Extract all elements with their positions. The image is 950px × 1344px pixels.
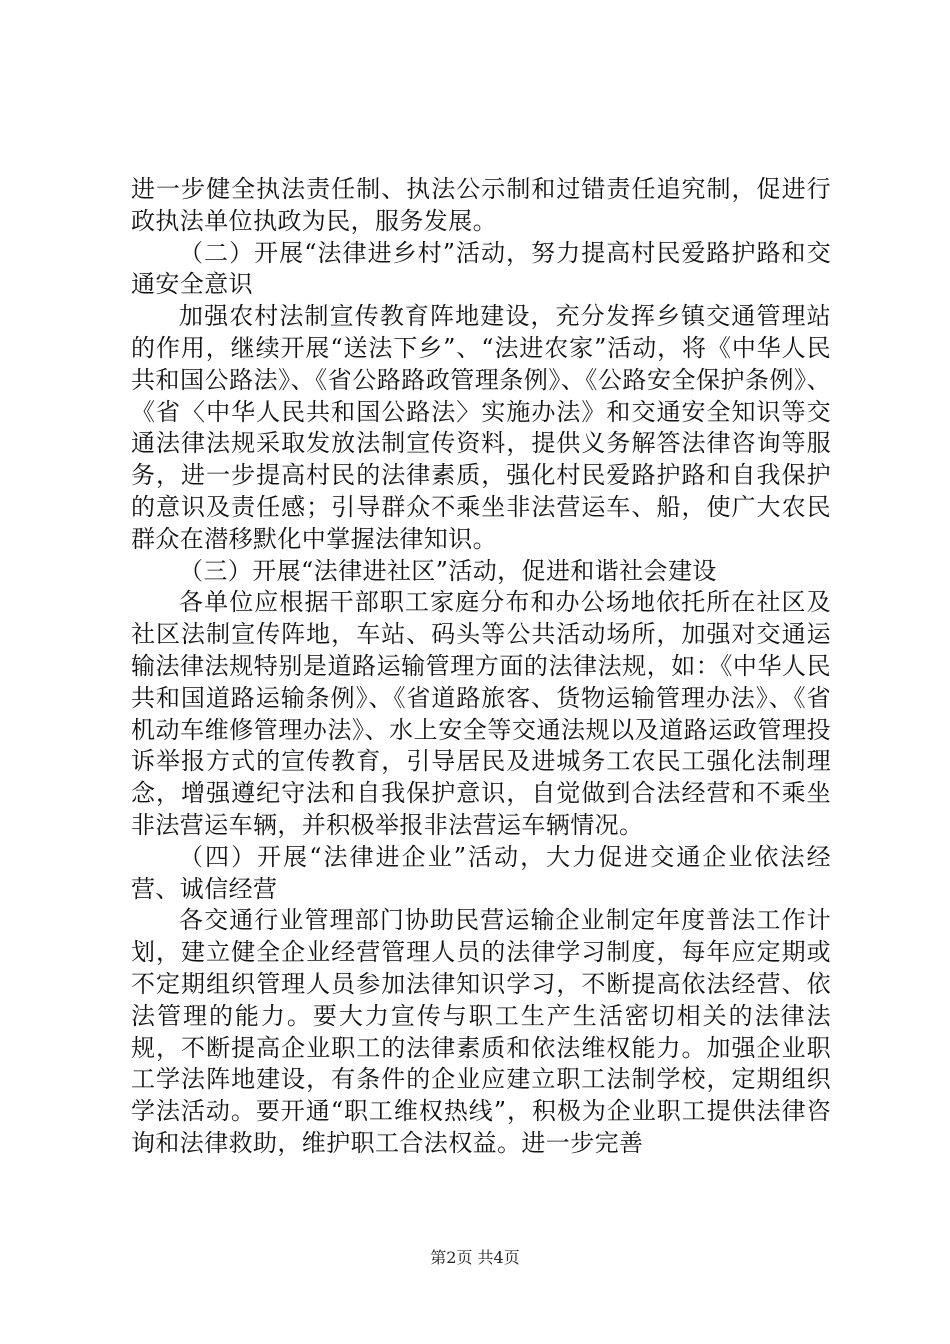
section-heading-4: （四）开展“法律进企业”活动，大力促进交通企业依法经营、诚信经营 — [131, 842, 831, 903]
page-number-footer: 第2页 共4页 — [430, 1248, 520, 1267]
document-body — [131, 174, 831, 1160]
paragraph-continuation: 进一步健全执法责任制、执法公示制和过错责任追究制，促进行政执法单位执政为民，服务发展。 — [131, 175, 831, 235]
paragraph-community: 各单位应根据干部职工家庭分布和办公场地依托所在社区及社区法制宣传阵地，车站、码头等公共活动场所，加强对交通运输法律法规特别是道路运输管理方面的法律法规，如：《中华人民共和国道路运输条例》、《省道路旅客、货物运输管理办法》、《省机动车维修管理办法》、水上安全等交通法规以及道路运政管理投诉举报方式的宣传教育，引导居民及进城务工农民工强化法制理念，增强遵纪守法和自我保护意识，自觉做到合法经营和不乘坐非法营运车辆，并积极举报非法营运车辆情况。 — [131, 588, 831, 839]
paragraph-enterprise: 各交通行业管理部门协助民营运输企业制定年度普法工作计划，建立健全企业经营管理人员的法律学习制度，每年应定期或不定期组织管理人员参加法律知识学习，不断提高依法经营、依法管理的能力。要大力宣传与职工生产生活密切相关的法律法规，不断提高企业职工的法律素质和依法维权能力。加强企业职工学法阵地建设，有条件的企业应建立职工法制学校，定期组织学法活动。要开通“职工维权热线”，积极为企业职工提供法律咨询和法律救助，维护职工合法权益。进一步完善 — [131, 906, 831, 1157]
section-heading-3: （三）开展“法律进社区”活动，促进和谐社会建设 — [179, 556, 717, 585]
paragraph-rural: 加强农村法制宣传教育阵地建设，充分发挥乡镇交通管理站的作用，继续开展“送法下乡”、“法进农家”活动，将《中华人民共和国公路法》、《省公路路政管理条例》、《公路安全保护条例》、《省〈中华人民共和国公路法〉实施办法》和交通安全知识等交通法律法规采取发放法制宣传资料，提供义务解答法律咨询等服务，进一步提高村民的法律素质，强化村民爱路护路和自我保护的意识及责任感；引导群众不乘坐非法营运车、船，使广大农民群众在潜移默化中掌握法律知识。 — [131, 302, 831, 553]
section-heading-2: （二）开展“法律进乡村”活动，努力提高村民爱路护路和交通安全意识 — [131, 238, 831, 299]
